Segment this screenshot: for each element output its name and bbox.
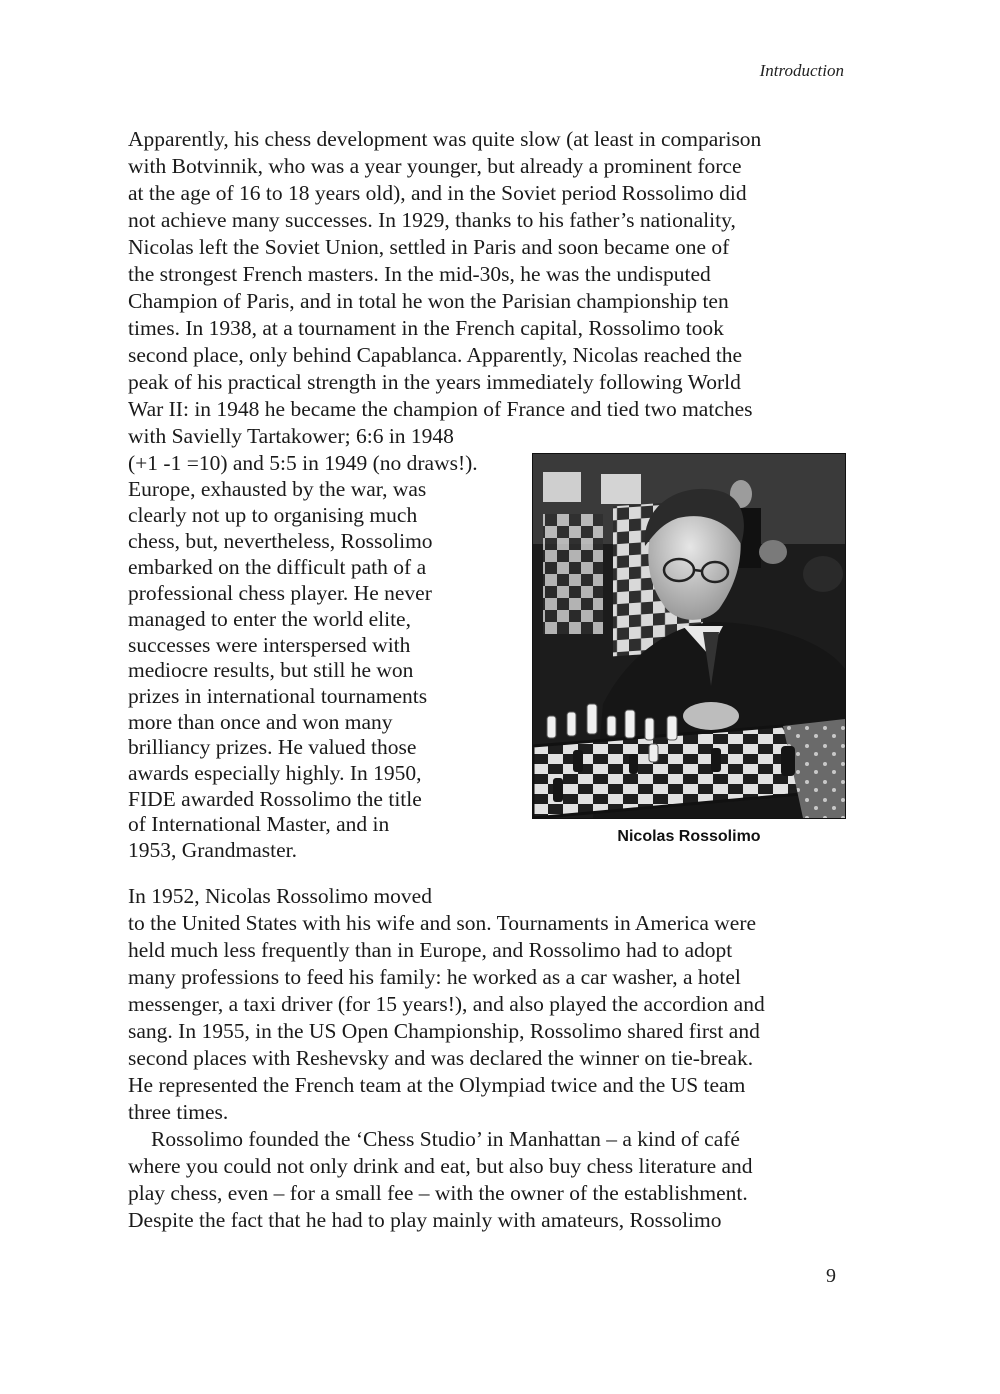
text-line: awards especially highly. In 1950, [128, 761, 422, 785]
text-line: with Savielly Tartakower; 6:6 in 1948 [128, 424, 454, 448]
text-line: prizes in international tournaments [128, 684, 428, 708]
text-line: at the age of 16 to 18 years old), and in the Soviet period Rossolimo did [128, 181, 747, 205]
text-line: embarked on the difficult path of a [128, 555, 427, 579]
page-number: 9 [826, 1265, 836, 1287]
text-line: play chess, even – for a small fee – with the owner of the establishment. [128, 1181, 748, 1205]
text-line: where you could not only drink and eat, but also buy chess literature and [128, 1154, 753, 1178]
text-line: mediocre results, but still he won [128, 658, 414, 682]
running-head: Introduction [759, 61, 844, 80]
text-line: not achieve many successes. In 1929, thanks to his father’s nationality, [128, 208, 736, 232]
text-line: brilliancy prizes. He valued those [128, 735, 417, 759]
text-line: second place, only behind Capablanca. Apparently, Nicolas reached the [128, 343, 743, 367]
text-line: more than once and won many [128, 710, 393, 734]
text-line: Europe, exhausted by the war, was [128, 477, 427, 501]
text-line: many professions to feed his family: he worked as a car washer, a hotel [128, 965, 741, 989]
text-line: successes were interspersed with [128, 633, 411, 657]
photo-caption: Nicolas Rossolimo [617, 828, 761, 845]
text-line: sang. In 1955, in the US Open Championship, Rossolimo shared first and [128, 1019, 760, 1043]
text-line: with Botvinnik, who was a year younger, but already a prominent force [128, 154, 742, 178]
text-line: managed to enter the world elite, [128, 607, 411, 631]
text-line: Apparently, his chess development was quite slow (at least in comparison [128, 127, 762, 151]
text-line: second places with Reshevsky and was declared the winner on tie-break. [128, 1046, 754, 1070]
text-line: peak of his practical strength in the years immediately following World [128, 370, 741, 394]
text-line: three times. [128, 1100, 229, 1124]
text-line: Despite the fact that he had to play mainly with amateurs, Rossolimo [128, 1208, 722, 1232]
text-line: to the United States with his wife and son. Tournaments in America were [128, 911, 757, 935]
text-line: held much less frequently than in Europe, and Rossolimo had to adopt [128, 938, 733, 962]
text-line: the strongest French masters. In the mid-30s, he was the undisputed [128, 262, 711, 286]
text-line: chess, but, nevertheless, Rossolimo [128, 529, 433, 553]
text-line: Rossolimo founded the ‘Chess Studio’ in Manhattan – a kind of café [151, 1127, 740, 1151]
text-line: 1953, Grandmaster. [128, 838, 297, 862]
text-line: professional chess player. He never [128, 581, 432, 605]
text-line: In 1952, Nicolas Rossolimo moved [128, 884, 432, 908]
portrait-photo [532, 453, 846, 819]
text-line: FIDE awarded Rossolimo the title [128, 787, 422, 811]
text-line: He represented the French team at the Olympiad twice and the US team [128, 1073, 746, 1097]
text-line: times. In 1938, at a tournament in the French capital, Rossolimo took [128, 316, 724, 340]
text-line: Nicolas left the Soviet Union, settled in Paris and soon became one of [128, 235, 730, 259]
text-line: Champion of Paris, and in total he won the Parisian championship ten [128, 289, 729, 313]
text-line: (+1 -1 =10) and 5:5 in 1949 (no draws!). [128, 451, 478, 475]
text-line: clearly not up to organising much [128, 503, 418, 527]
text-line: messenger, a taxi driver (for 15 years!), and also played the accordion and [128, 992, 765, 1016]
text-line: War II: in 1948 he became the champion of France and tied two matches [128, 397, 753, 421]
text-line: of International Master, and in [128, 812, 390, 836]
